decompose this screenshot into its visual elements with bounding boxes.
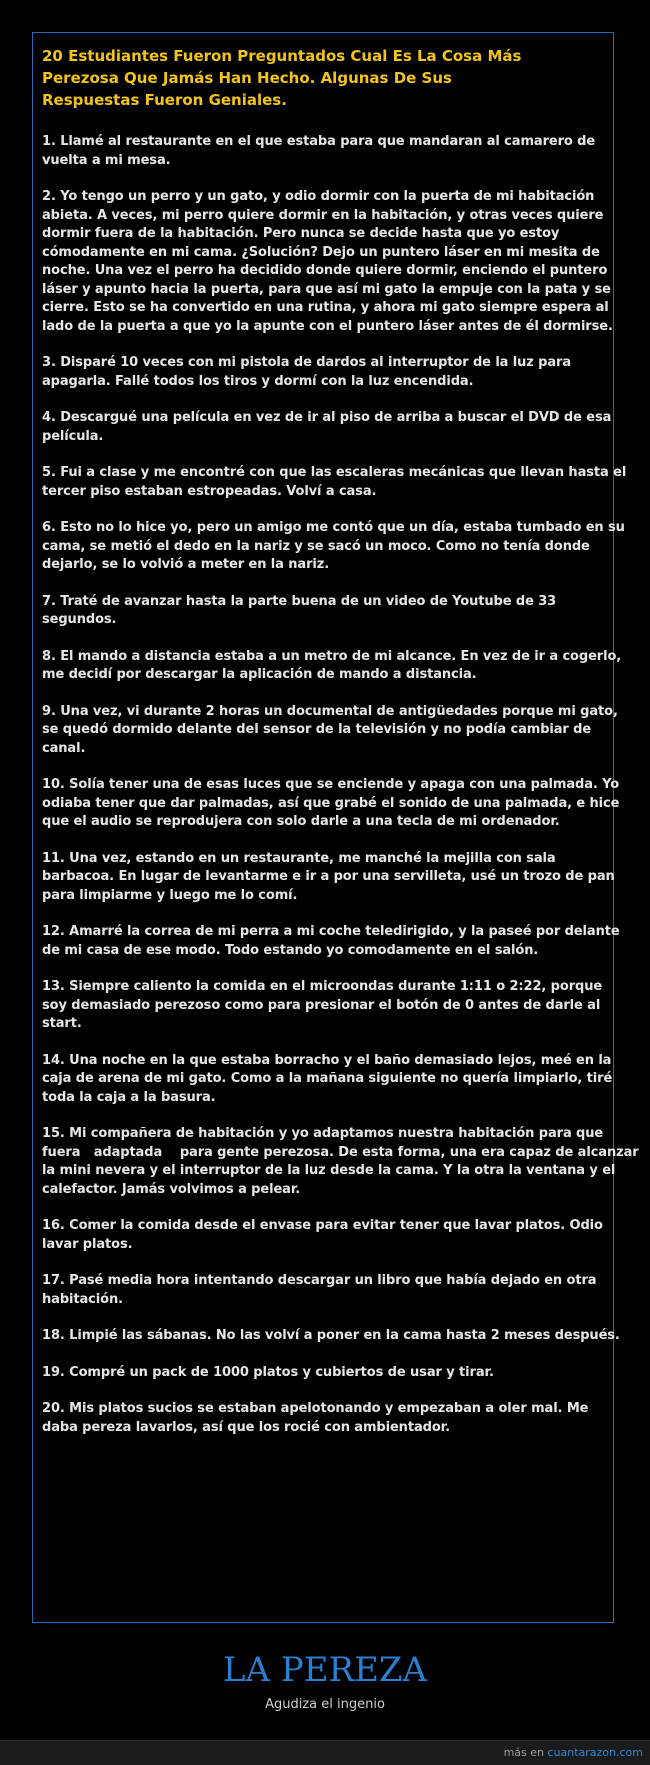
answer-item xyxy=(42,1125,639,1199)
answer-line: película. xyxy=(42,428,104,444)
answer-line: lavar platos. xyxy=(42,1236,133,1252)
answer-line: vuelta a mi mesa. xyxy=(42,152,171,168)
answer-line: 1. Llamé al restaurante en el que estaba para que mandaran al camarero de xyxy=(42,134,596,149)
answer-line: odiaba tener que dar palmadas, así que grabé el sonido de una palmada, e hice xyxy=(42,795,620,811)
answer-line: abieta. A veces, mi perro quiere dormir en la habitación, y otras veces quiere xyxy=(42,207,604,223)
answer-item xyxy=(42,850,615,906)
headline-line: Perezosa Que Jamás Han Hecho. Algunas De Sus xyxy=(42,69,452,87)
post-headline xyxy=(42,45,604,111)
answer-line: para limpiarme y luego me lo comí. xyxy=(42,887,298,903)
answer-line: daba pereza lavarlos, así que los rocié con ambientador. xyxy=(42,1419,450,1435)
answer-line: me decidí por descargar la aplicación de mando a distancia. xyxy=(42,667,477,682)
caption-subtitle: Agudiza el ingenio xyxy=(265,1697,385,1712)
answer-line: calefactor. Jamás volvimos a pelear. xyxy=(42,1181,301,1197)
answer-line: 17. Pasé media hora intentando descargar un libro que había dejado en otra xyxy=(42,1273,597,1288)
answer-line: habitación. xyxy=(42,1291,123,1307)
post-image-panel xyxy=(32,32,639,1623)
answer-line: cómodamente en mi cama. ¿Solución? Dejo un puntero láser en mi mesita de xyxy=(42,244,600,260)
answer-item xyxy=(42,133,604,170)
answer-item xyxy=(42,354,604,391)
answer-line: toda la caja a la basura. xyxy=(42,1089,216,1105)
answer-line: 9. Una vez, vi durante 2 horas un documental de antigüedades porque mi gato, xyxy=(42,703,618,719)
answer-item xyxy=(42,1217,604,1254)
answer-item xyxy=(42,703,618,759)
answer-line: se quedó dormido delante del sensor de la televisión y no podía cambiar de xyxy=(42,722,592,737)
answer-line: 11. Una vez, estando en un restaurante, me manché la mejilla con sala xyxy=(42,850,556,866)
answer-line: 16. Comer la comida desde el envase para evitar tener que lavar platos. Odio xyxy=(42,1218,603,1233)
answer-line: de mi casa de ese modo. Todo estando yo comodamente en el salón. xyxy=(42,942,539,958)
post-caption xyxy=(0,1650,650,1714)
answer-item xyxy=(42,1400,604,1437)
answer-line: 10. Solía tener una de esas luces que se enciende y apaga con una palmada. Yo xyxy=(42,777,620,792)
headline-line: Respuestas Fueron Geniales. xyxy=(42,91,287,109)
answer-line: apagarla. Fallé todos los tiros y dormí con la luz encendida. xyxy=(42,373,474,389)
answer-line: canal. xyxy=(42,740,86,756)
answer-line: 20. Mis platos sucios se estaban apelotonando y empezaban a oler mal. Me xyxy=(42,1401,589,1416)
answer-line: 8. El mando a distancia estaba a un metro de mi alcance. En vez de ir a cogerlo, xyxy=(42,648,622,664)
answer-item xyxy=(42,519,625,575)
headline-line: 20 Estudiantes Fueron Preguntados Cual Es La Cosa Más xyxy=(42,47,522,65)
answer-item xyxy=(42,648,622,685)
answer-item xyxy=(42,776,620,832)
answer-item xyxy=(42,978,604,1034)
answer-item xyxy=(42,188,613,336)
answer-line: dejarlo, se lo volvió a meter en la nariz. xyxy=(42,557,330,572)
answer-line: dormir fuera de la habitación. Pero nunca se decide hasta que yo estoy xyxy=(42,226,560,241)
answer-line: segundos. xyxy=(42,612,117,627)
answer-line: 7. Traté de avanzar hasta la parte buena de un video de Youtube de 33 xyxy=(42,593,557,609)
answer-item xyxy=(42,409,612,446)
answer-line: la mini nevera y el interruptor de la luz desde la cama. Y la otra la ventana y el xyxy=(42,1163,616,1178)
answer-line: 14. Una noche en la que estaba borracho y el baño demasiado lejos, meé en la xyxy=(42,1052,612,1068)
answer-line: start. xyxy=(42,1016,82,1031)
answer-item xyxy=(42,593,604,630)
answer-line: 19. Compré un pack de 1000 platos y cubiertos de usar y tirar. xyxy=(42,1364,494,1380)
footer-site-link[interactable]: cuantarazon.com xyxy=(547,1746,643,1759)
answer-line: caja de arena de mi gato. Como a la mañana siguiente no quería limpiarlo, tiré xyxy=(42,1071,613,1086)
answer-line: 13. Siempre caliento la comida en el microondas durante 1:11 o 2:22, porque xyxy=(42,979,603,994)
answer-line: 4. Descargué una película en vez de ir al piso de arriba a buscar el DVD de esa xyxy=(42,410,612,425)
answer-item xyxy=(42,1327,620,1346)
answer-line: 12. Amarré la correa de mi perra a mi coche teledirigido, y la paseé por delante xyxy=(42,924,620,939)
answer-item xyxy=(42,1364,604,1383)
answer-line: cama, se metió el dedo en la nariz y se sacó un moco. Como no tenía donde xyxy=(42,538,590,554)
answer-line: tercer piso estaban estropeadas. Volví a casa. xyxy=(42,483,377,499)
footer-bar xyxy=(0,1740,650,1765)
answer-line: cierre. Esto se ha convertido en una rutina, y ahora mi gato siempre espera al xyxy=(42,300,609,315)
answer-line: 18. Limpié las sábanas. No las volví a poner en la cama hasta 2 meses después. xyxy=(42,1328,620,1343)
answer-item xyxy=(42,464,627,501)
answer-line: 6. Esto no lo hice yo, pero un amigo me contó que un día, estaba tumbado en su xyxy=(42,520,625,535)
answer-item xyxy=(42,1052,613,1108)
answer-list xyxy=(42,133,639,1437)
answer-line: lado de la puerta a que yo la apunte con el puntero láser antes de él dormirse. xyxy=(42,318,613,334)
answer-line: noche. Una vez el perro ha decidido donde quiere dormir, enciendo el puntero xyxy=(42,263,608,278)
answer-line: soy demasiado perezoso como para presionar el botón de 0 antes de darle al xyxy=(42,997,601,1013)
answer-line: 15. Mi compañera de habitación y yo adaptamos nuestra habitación para que xyxy=(42,1126,604,1141)
answer-line: 2. Yo tengo un perro y un gato, y odio dormir con la puerta de mi habitación xyxy=(42,189,595,204)
answer-line: fuera adaptada para gente perezosa. De esta forma, una era capaz de alcanzar xyxy=(42,1144,639,1160)
footer-prefix: más en xyxy=(503,1746,548,1759)
answer-line: láser y apunto hacia la puerta, para que así mi gato la empuje con la pata y se xyxy=(42,281,611,297)
answer-line: 5. Fui a clase y me encontré con que las escaleras mecánicas que llevan hasta el xyxy=(42,465,627,480)
caption-title: LA PEREZA xyxy=(222,1650,428,1690)
answer-item xyxy=(42,1272,604,1309)
answer-line: que el audio se reprodujera con solo darle a una tecla de mi ordenador. xyxy=(42,814,560,829)
answer-line: barbacoa. En lugar de levantarme e ir a por una servilleta, usé un trozo de pan xyxy=(42,869,615,884)
answer-item xyxy=(42,923,620,960)
answer-line: 3. Disparé 10 veces con mi pistola de dardos al interruptor de la luz para xyxy=(42,355,572,370)
